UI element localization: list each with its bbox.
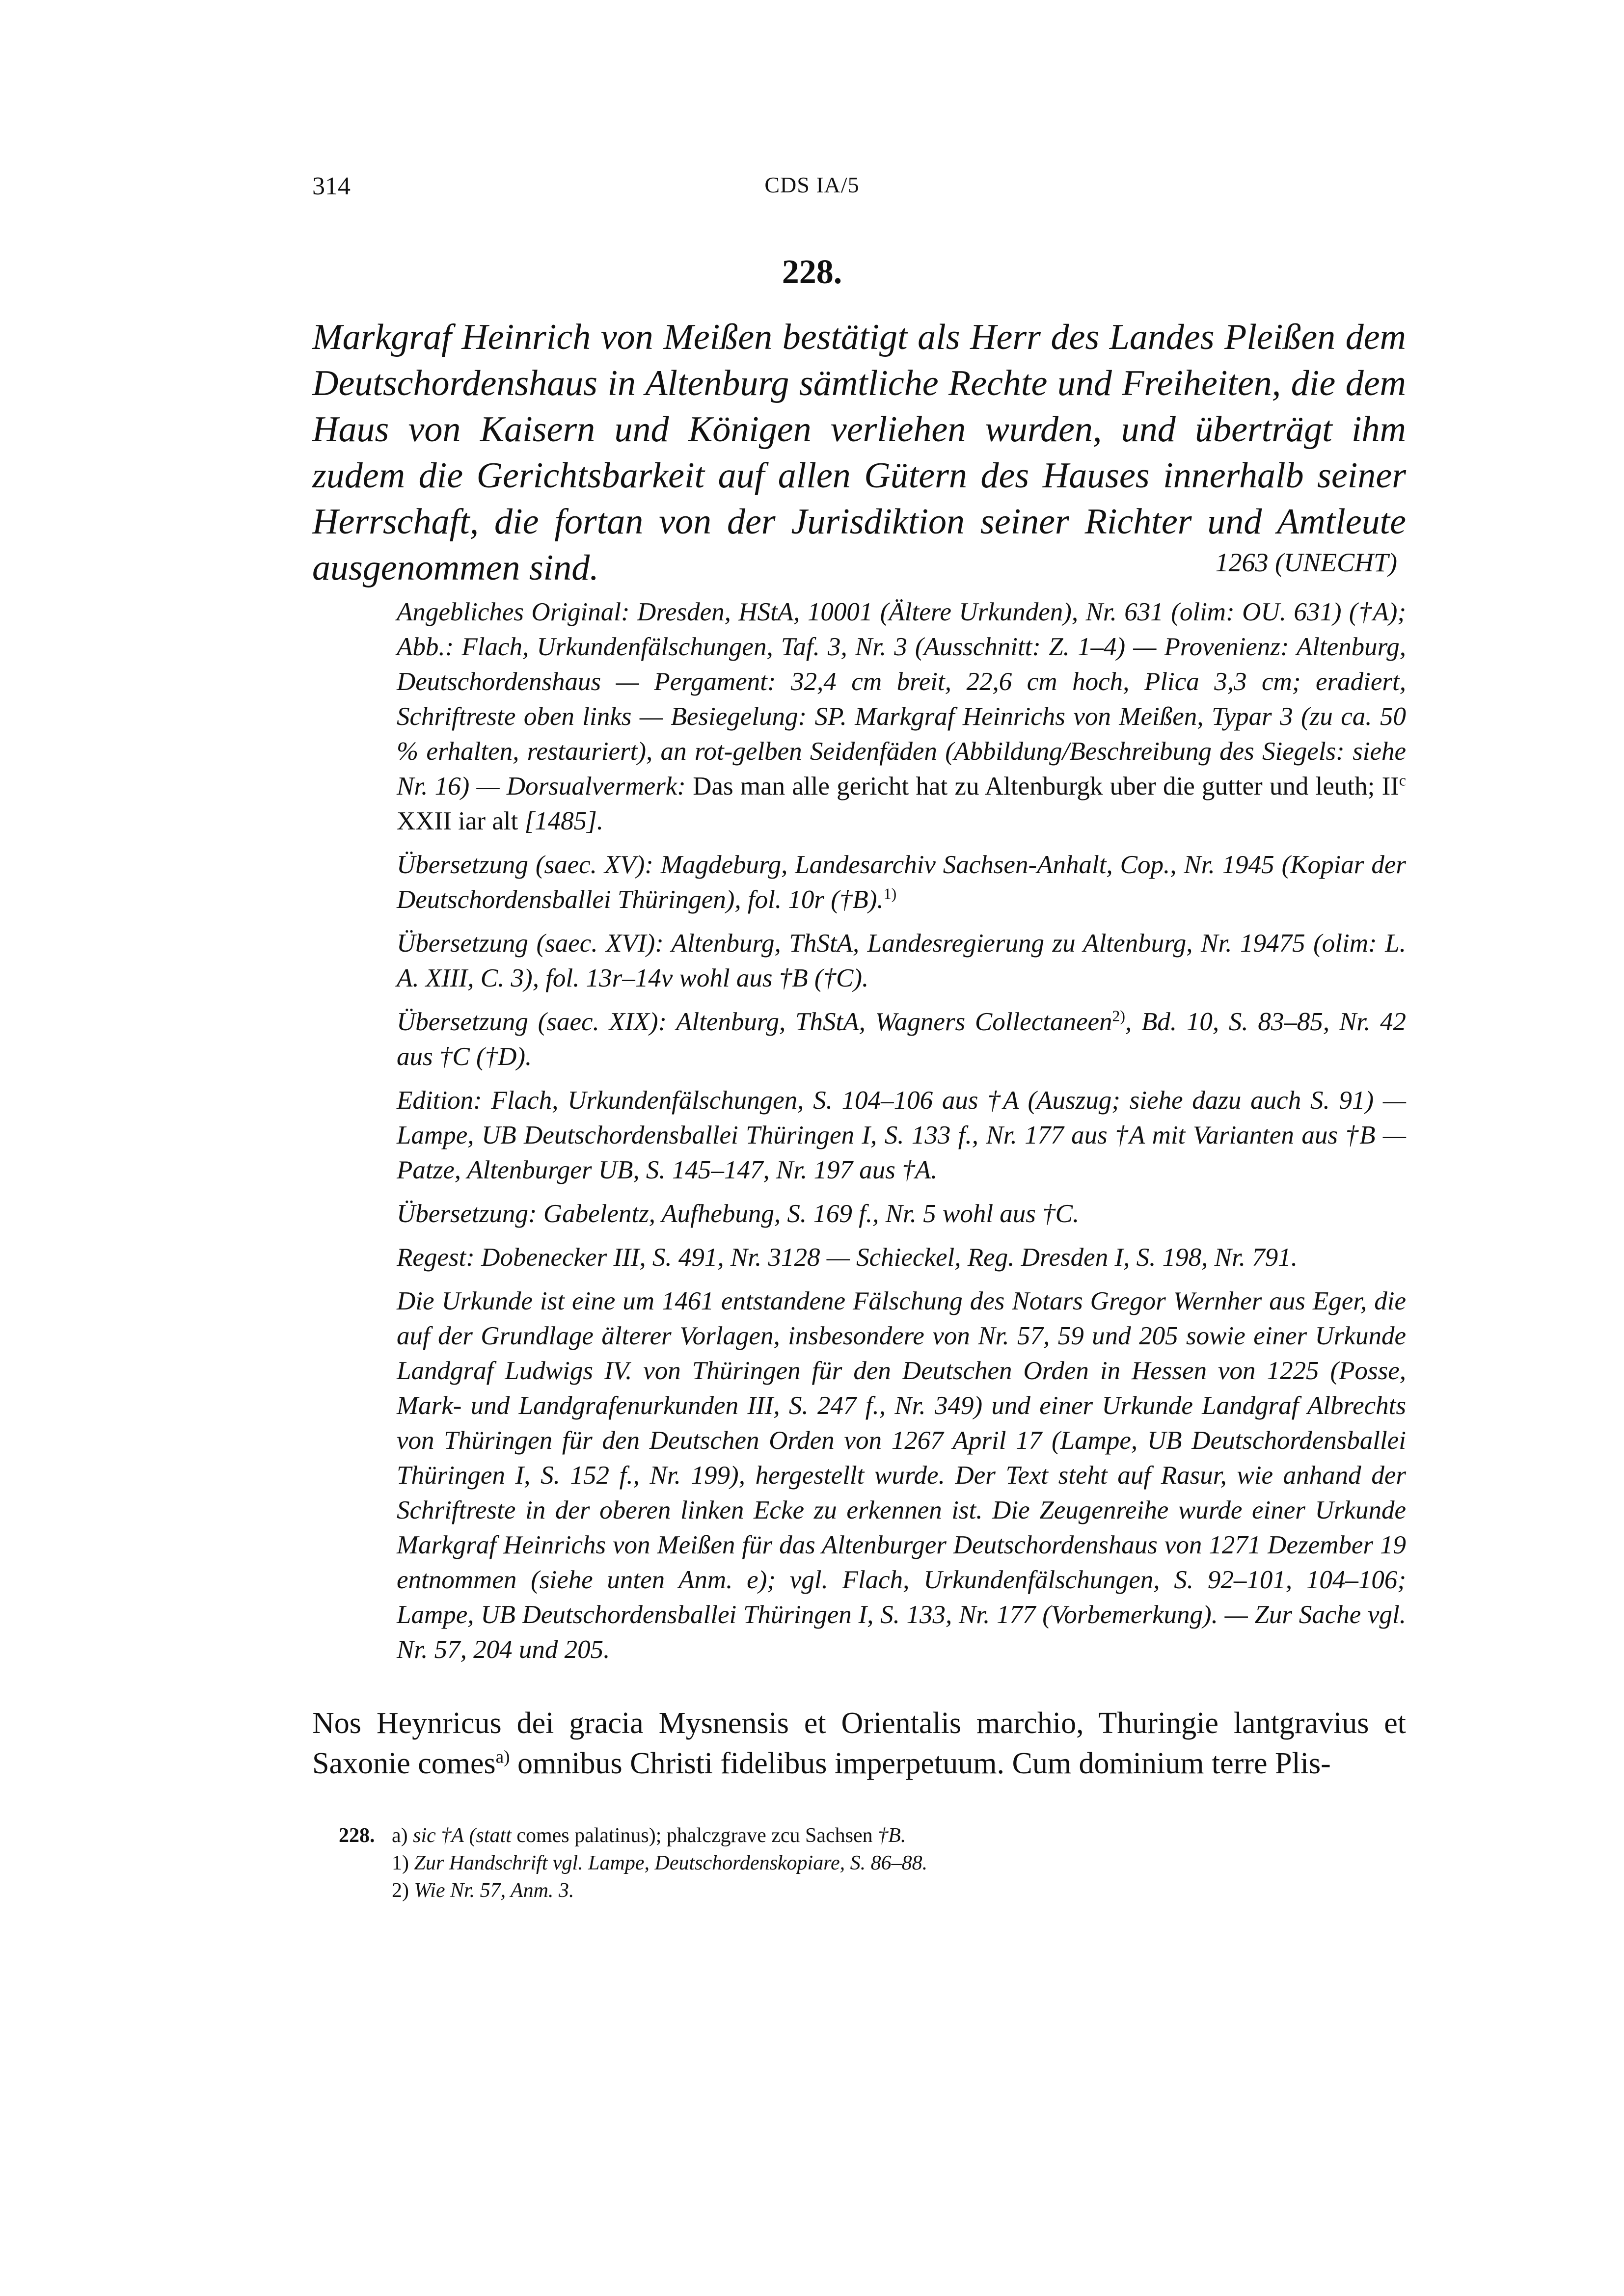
note-commentary: Die Urkunde ist eine um 1461 entstandene Fälschung des Notars Gregor Wernher aus Eger, die auf der Grundlage älterer Vorlagen, insbesondere von Nr. 57, 59 und 205 sowie einer Urkunde Landgraf Ludwigs IV. von Thüringen für den Deutschen Orden in Hessen von 1225 (Posse, Mark- und Landgrafenurkunden III, S. 247 f., Nr. 349) und einer Urkunde Landgraf Albrechts von Thüringen für den Deutschen Orden von 1267 April 17 (Lampe, UB Deutschordensballei Thüringen I, S. 152 f., Nr. 199), hergestellt wurde. Der Text steht auf Rasur, wie anhand der Schriftreste in der oberen linken Ecke zu erkennen ist. Die Zeugenreihe wurde einer Urkunde Markgraf Heinrichs von Meißen für das Altenburger Deutschordenshaus von 1271 Dezember 19 entnommen (siehe unten Anm. e); vgl. Flach, Urkundenfälschungen, S. 92–101, 104–106; Lampe, UB Deutschordensballei Thüringen I, S. 133, Nr. 177 (Vorbemerkung). — Zur Sache vgl. Nr. 57, 204 und 205. bbox=[397, 1287, 1406, 1664]
archival-notes bbox=[397, 595, 1406, 1676]
footnote-label: 228. bbox=[339, 1824, 375, 1847]
note-translation-xvi: Übersetzung (saec. XVI): Altenburg, ThStA, Landesregierung zu Altenburg, Nr. 19475 (olim: L. A. XIII, C. 3), fol. 13r–14v wohl aus †B (†C). bbox=[397, 929, 1406, 992]
note-translation: Übersetzung: Gabelentz, Aufhebung, S. 169 f., Nr. 5 wohl aus †C. bbox=[397, 1200, 1080, 1228]
note-edition: Edition: Flach, Urkundenfälschungen, S. 104–106 aus †A (Auszug; siehe dazu auch S. 91) — Lampe, UB Deutschordensballei Thüringen I, S. 133 f., Nr. 177 aus †A mit Varianten aus †B — Patze, Altenburger UB, S. 145–147, Nr. 197 aus †A. bbox=[397, 1086, 1406, 1184]
note-translation-xix: Übersetzung (saec. XIX): Altenburg, ThStA, Wagners Collectaneen$^{2)}$, Bd. 10, S. 83–85, Nr. 42 aus †C (†D). bbox=[397, 1007, 1406, 1071]
footnote-1: 1) Zur Handschrift vgl. Lampe, Deutschordenskopiare, S. 86–88. bbox=[392, 1852, 928, 1874]
note-original: Angebliches Original: Dresden, HStA, 10001 (Ältere Urkunden), Nr. 631 (olim: OU. 631) (†A); Abb.: Flach, Urkundenfälschungen, Taf. 3, Nr. 3 (Ausschnitt: Z. 1–4) — Provenienz: Altenburg, Deutschordenshaus — Pergament: 32,4 cm breit, 22,6 cm hoch, Plica 3,3 cm; eradiert, Schriftreste oben links — Besiegelung: SP. Markgraf Heinrichs von Meißen, Typar 3 (zu ca. 50 % erhalten, restauriert), an rot-gelben Seidenfäden (Abbildung/Beschreibung des Siegels: siehe Nr. 16) — Dorsualvermerk: Das man alle gericht hat zu Altenburgk uber die gutter und leuth; $II^c$ XXII iar alt [1485]. bbox=[397, 598, 1407, 835]
running-head: CDS IA/5 bbox=[764, 172, 860, 197]
page-number: 314 bbox=[312, 172, 351, 200]
regest-heading: Markgraf Heinrich von Meißen bestätigt als Herr des Landes Pleißen dem Deutschordenshaus in Altenburg sämtliche Rechte und Freiheiten, die dem Haus von Kaisern und Königen verliehen wurden, und überträgt ihm zudem die Gerichtsbarkeit auf allen Gütern des Hauses innerhalb seiner Herrschaft, die fortan von der Jurisdiktion seiner Richter und Amtleute ausgenommen sind. bbox=[312, 317, 1406, 588]
document-number: 228. bbox=[782, 253, 842, 291]
document-text: Nos Heynricus dei gracia Mysnensis et Orientalis marchio, Thuringie lantgravius et Saxonie comes$^{a)}$ omnibus Christi fidelibus imperpetuum. Cum dominium terre Plis- bbox=[312, 1707, 1406, 1780]
document-date: 1263 (UNECHT) bbox=[1215, 548, 1397, 577]
footnotes bbox=[339, 1822, 1406, 1904]
note-regest: Regest: Dobenecker III, S. 491, Nr. 3128 — Schieckel, Reg. Dresden I, S. 198, Nr. 791. bbox=[397, 1243, 1298, 1272]
footnote-a: 228. a) sic †A (statt comes palatinus); phalczgrave zcu Sachsen †B. bbox=[339, 1822, 1406, 1849]
note-translation-xv: Übersetzung (saec. XV): Magdeburg, Landesarchiv Sachsen-Anhalt, Cop., Nr. 1945 (Kopiar der Deutschordensballei Thüringen), fol. 10r (†B).$^{1)}$ bbox=[397, 851, 1406, 914]
footnote-2: 2) Wie Nr. 57, Anm. 3. bbox=[392, 1879, 574, 1902]
